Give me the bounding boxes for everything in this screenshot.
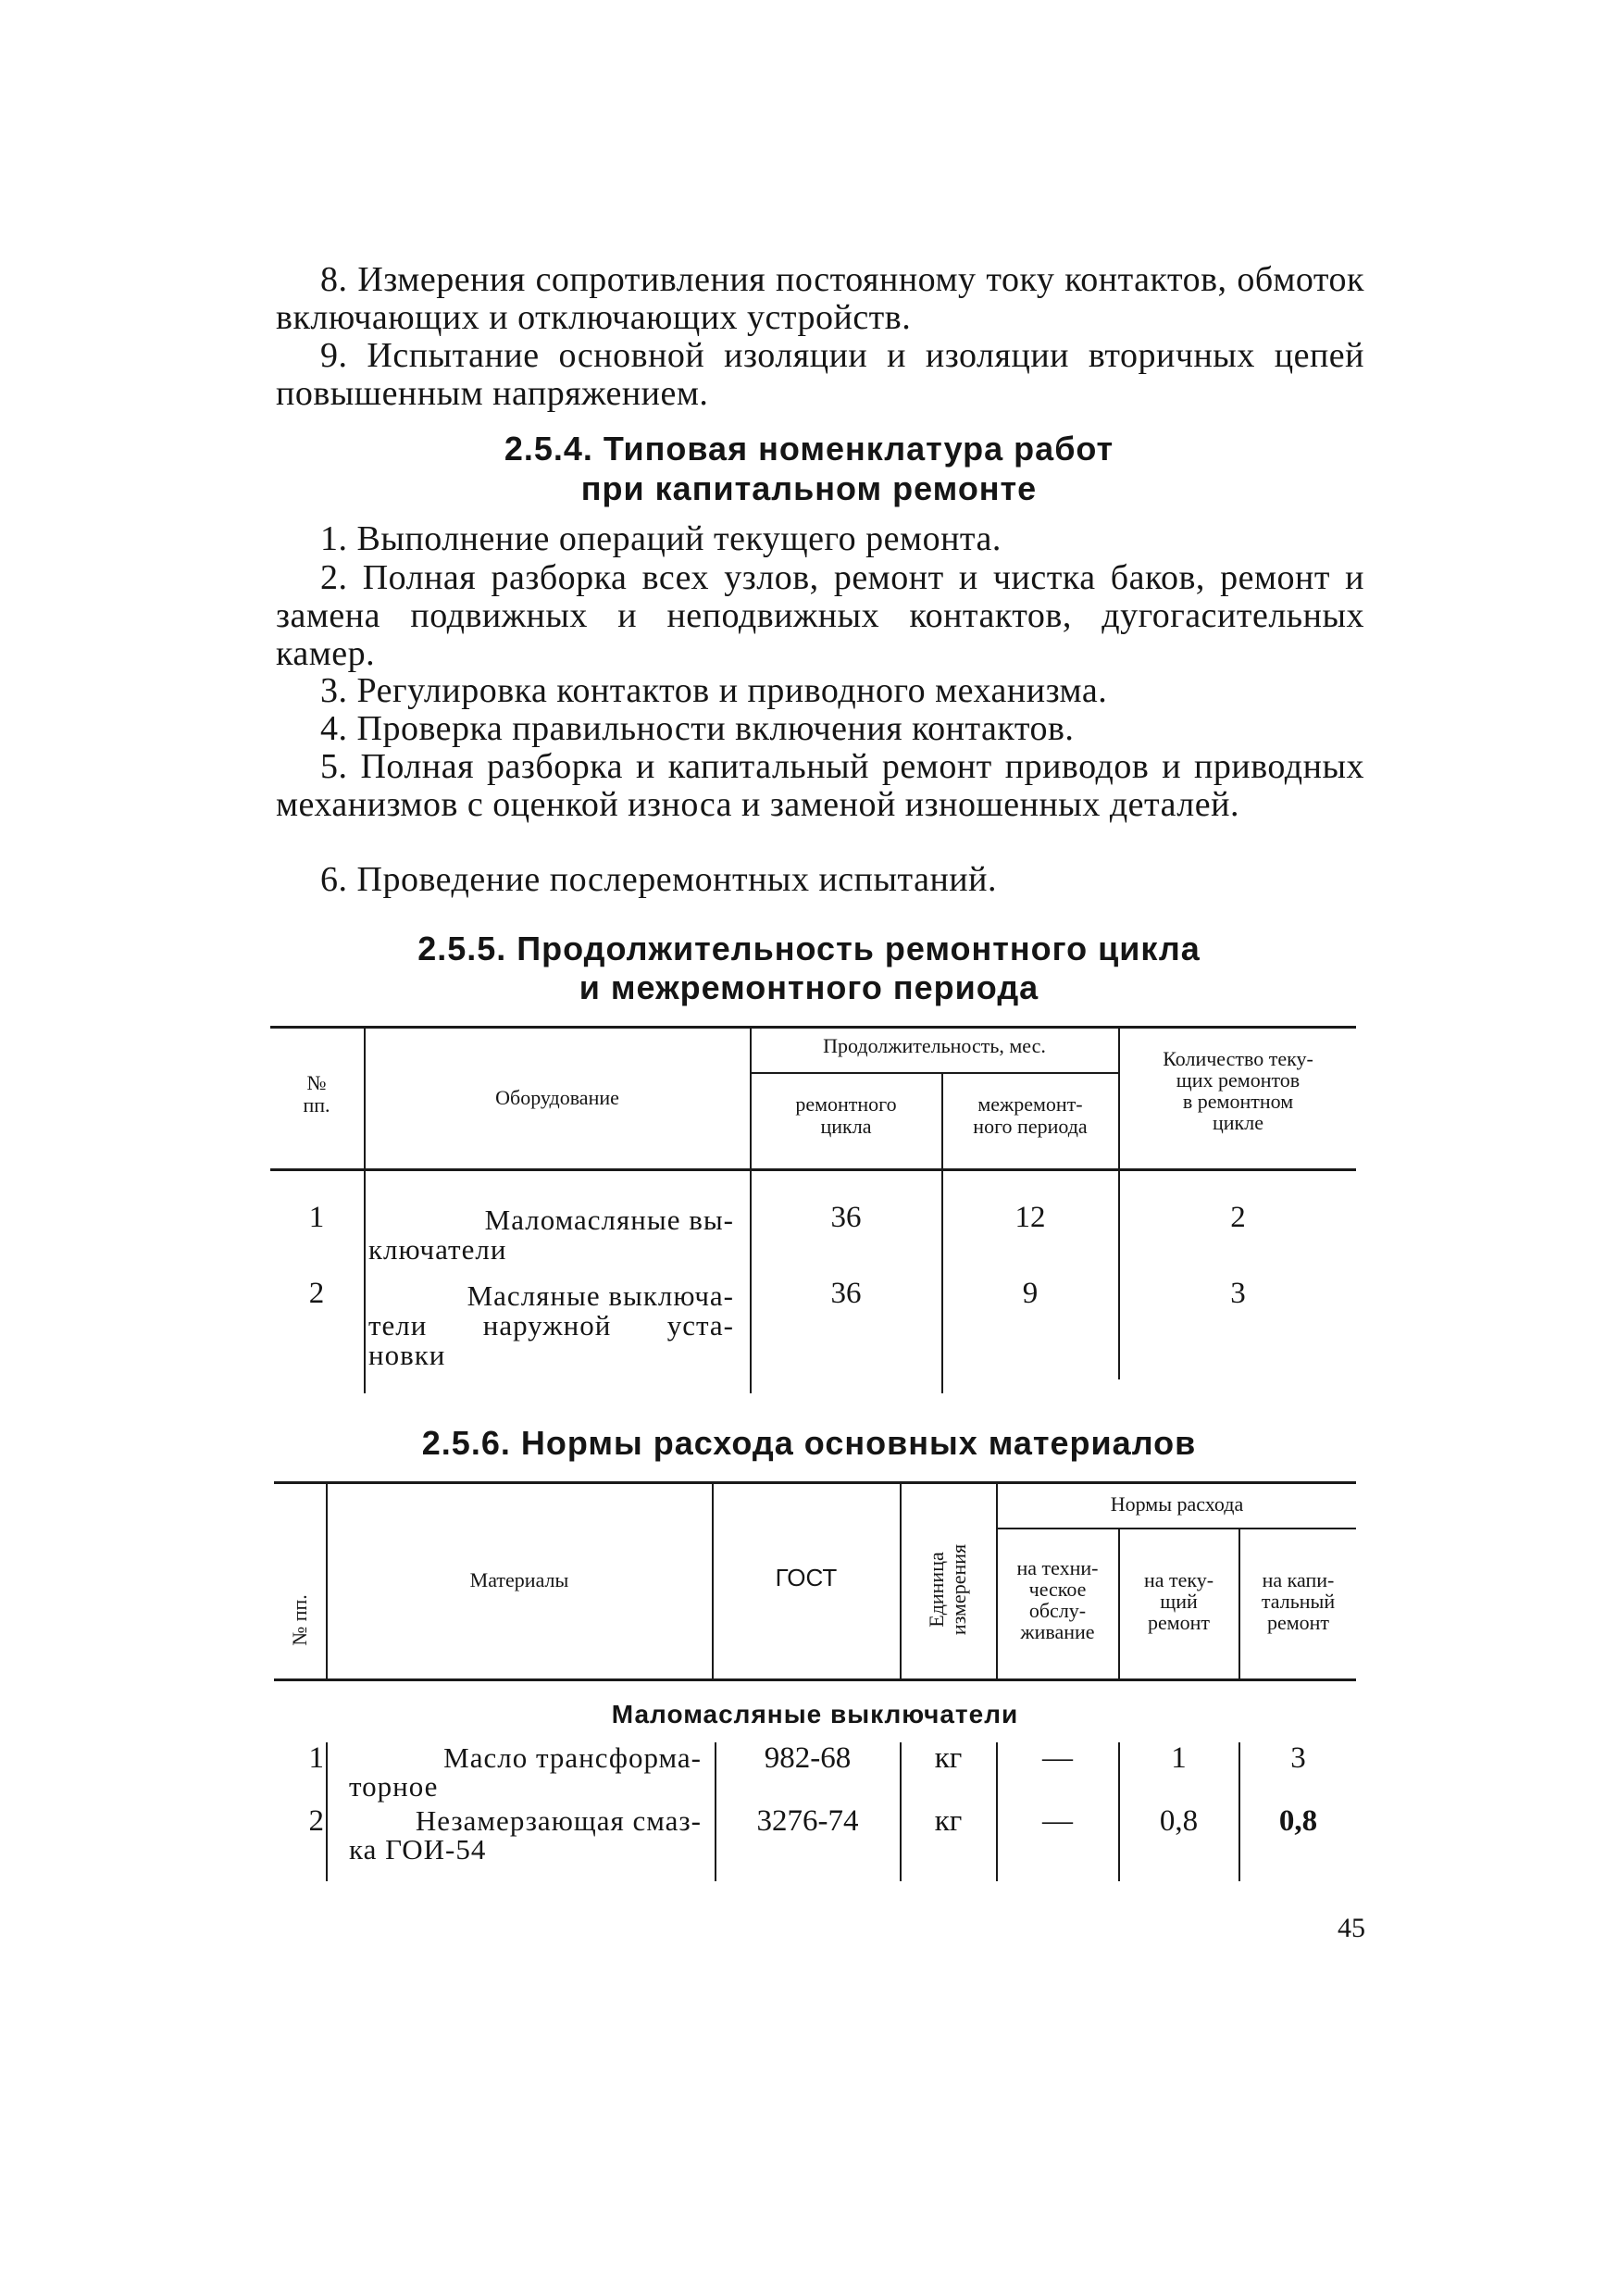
row-capital: 0,8 [1278, 1804, 1318, 1838]
table-header-rule [270, 1168, 1356, 1171]
row-current: 0,8 [1159, 1804, 1199, 1838]
section-256-title: 2.5.6. Нормы расхода основных материалов [421, 1424, 1197, 1462]
header-gost: ГОСТ [775, 1564, 838, 1591]
section-254-title-line1: 2.5.4. Типовая номенклатура работ [504, 430, 1114, 468]
group-title: Маломасляные выключатели [611, 1700, 1019, 1728]
table-header-rule [274, 1678, 1356, 1681]
norms-subheader-rule [996, 1528, 1356, 1529]
header-norms: Нормы расхода [1110, 1492, 1244, 1516]
work-item-5: 5. Полная разборка и капитальный ремонт приводов и приводных механизмов с оценкой износа и заменой изношенных деталей. [276, 747, 1364, 824]
row-equipment-line1: Масляные выключа- [467, 1279, 734, 1312]
work-item-3: 3. Регулировка контактов и приводного механизма. [320, 671, 1108, 710]
row-current: 1 [1171, 1741, 1187, 1775]
table-top-rule [270, 1026, 1356, 1029]
row-material-line1: Незамерзающая смаз- [415, 1804, 702, 1837]
row-inter: 12 [1014, 1201, 1046, 1234]
row-cycle: 36 [830, 1201, 862, 1234]
col-divider [364, 1171, 366, 1393]
work-item-1: 1. Выполнение операций текущего ремонта. [320, 519, 1002, 558]
row-unit: кг [934, 1741, 963, 1775]
row-equipment-line2: тели наружной уста- [368, 1309, 734, 1341]
col-divider [900, 1483, 902, 1679]
row-num: 1 [308, 1201, 325, 1234]
header-current-repair: на теку- щий ремонт [1143, 1568, 1214, 1634]
section-255-title-line1: 2.5.5. Продолжительность ремонтного цикла [417, 930, 1201, 967]
header-duration: Продолжительность, мес. [823, 1034, 1046, 1057]
page-number: 45 [1338, 1913, 1365, 1943]
row-count: 3 [1230, 1277, 1246, 1310]
paragraph-item-9: 9. Испытание основной изоляции и изоляции вторичных цепей повышенным напряжением. [276, 336, 1364, 413]
work-item-2: 2. Полная разборка всех узлов, ремонт и чистка баков, ремонт и замена подвижных и неподвижных контактов, дугогасительных камер. [276, 558, 1364, 673]
row-inter: 9 [1022, 1277, 1039, 1310]
row-cycle: 36 [830, 1277, 862, 1310]
header-equipment: Оборудование [495, 1086, 619, 1109]
table-top-rule [274, 1481, 1356, 1484]
row-material-line2: торное [349, 1770, 439, 1803]
header-num: № пп. [288, 1594, 311, 1646]
work-item-6: 6. Проведение послеремонтных испытаний. [320, 860, 997, 899]
row-unit: кг [934, 1804, 963, 1838]
paragraph-item-8: 8. Измерения сопротивления постоянному току контактов, обмоток включающих и отключающих устройств. [276, 260, 1364, 337]
header-current-repairs-count: Количество теку- щих ремонтов в ремонтном цикле [1163, 1047, 1313, 1134]
row-equipment-line3: новки [368, 1339, 446, 1371]
header-num: № пп. [303, 1071, 330, 1117]
row-material-line2: ка ГОИ-54 [349, 1833, 487, 1866]
header-materials: Материалы [469, 1568, 569, 1591]
work-item-4: 4. Проверка правильности включения контактов. [320, 709, 1075, 748]
duration-subheader-rule [750, 1072, 1118, 1074]
header-inter-repair: межремонт- ного периода [973, 1092, 1088, 1138]
row-capital: 3 [1290, 1741, 1306, 1775]
col-divider [326, 1742, 328, 1881]
row-num: 1 [308, 1741, 324, 1775]
header-repair-cycle: ремонтного цикла [795, 1092, 897, 1138]
header-tech-service: на техни- ческое обслу- живание [1016, 1556, 1099, 1643]
header-unit: Единица измерения [925, 1543, 970, 1636]
row-gost: 3276-74 [756, 1804, 859, 1838]
row-tech: — [1042, 1741, 1073, 1775]
row-tech: — [1042, 1804, 1073, 1838]
section-255-title-line2: и межремонтного периода [579, 968, 1039, 1006]
row-gost: 982-68 [764, 1741, 852, 1775]
header-capital-repair: на капи- тальный ремонт [1261, 1568, 1336, 1634]
row-count: 2 [1230, 1201, 1246, 1234]
row-num: 2 [308, 1804, 324, 1838]
section-254-title-line2: при капитальном ремонте [580, 469, 1038, 507]
row-equipment-line1: Маломасляные вы- [484, 1204, 734, 1236]
row-num: 2 [308, 1277, 325, 1310]
row-equipment-line2: ключатели [368, 1233, 507, 1266]
row-material-line1: Масло трансформа- [443, 1741, 702, 1774]
